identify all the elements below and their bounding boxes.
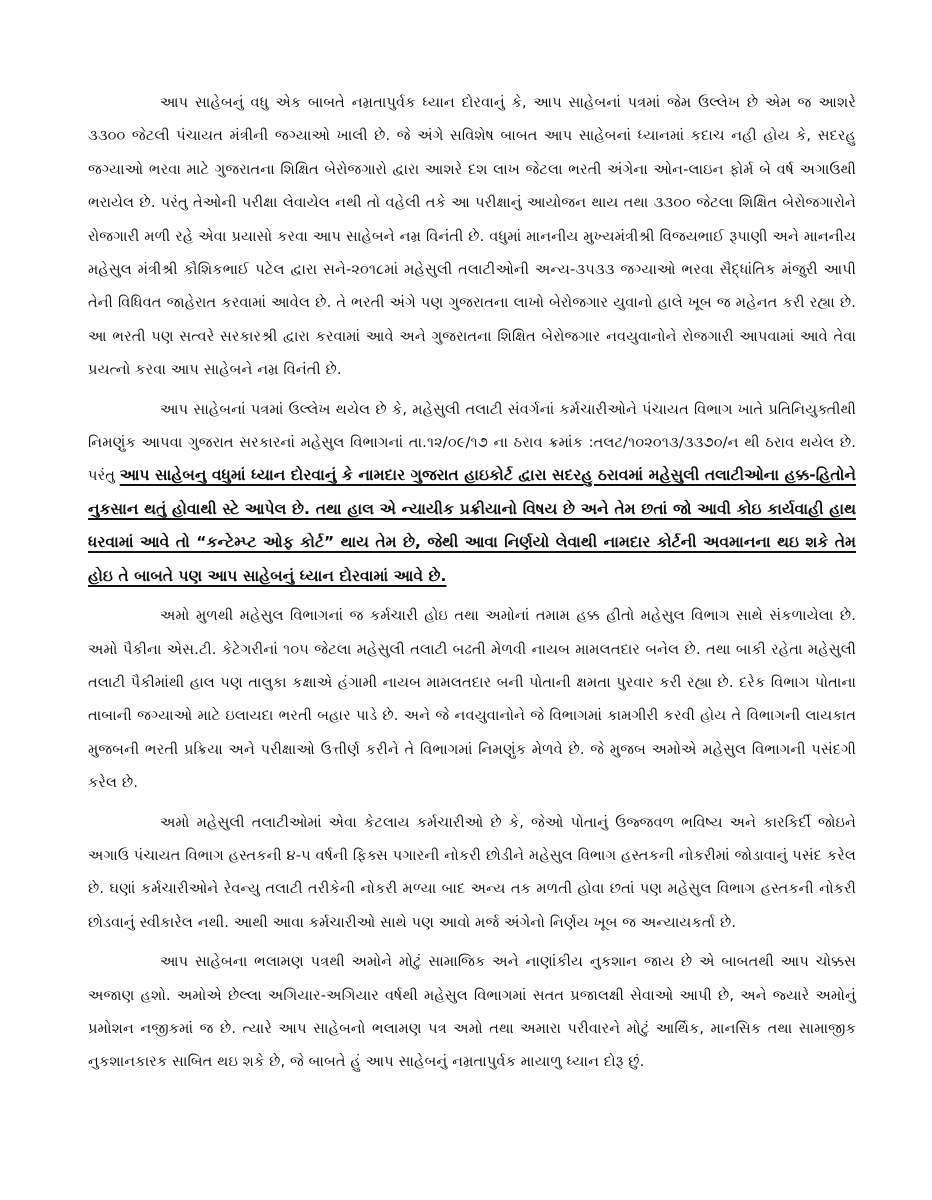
paragraph-loss-appeal: આપ સાહેબના ભલામણ પત્રથી અમોને મોટું સામાજિક અને નાણાંકીય નુકશાન જાય છે એ બાબતથી આપ ચોક્કસ અજાણ હશો. અમોએ છેલ્લા અગિયાર-અગિયાર વર્ષથી મહેસુલ વિભાગમાં સતત પ્રજાલક્ષી સેવાઓ આપી છે, અને જ્યારે અમોનું પ્રમોશન નજીકમાં જ છે. ત્યારે આપ સાહેબનો ભલામણ પત્ર અમો તથા અમારા પરીવારને મોટું આર્થિક, માનસિક તથા સામાજીક નુકશાનકારક સાબિત થઇ શકે છે, જે બાબતે હું આપ સાહેબનું નમ્રતાપુર્વક માયાળુ ધ્યાન દોરૂ છું. xyxy=(88,953,856,1071)
paragraph-employee-choice: અમો મહેસુલી તલાટીઓમાં એવા કેટલાય કર્મચારીઓ છે કે, જેઓ પોતાનું ઉજ્જવળ ભવિષ્ય અને કારકિર્દી જોઇને અગાઉ પંચાયત વિભાગ હસ્તકની ૪-૫ વર્ષની ફિક્સ પગારની નોકરી છોડીને મહેસુલ વિભાગ હસ્તકની નોકરીમાં જોડાવાનું પસંદ કરેલ છે. ઘણાં કર્મચારીઓને રેવન્યુ તલાટી તરીકેની નોકરી મળ્યા બાદ અન્ય તક મળતી હોવા છતાં પણ મહેસુલ વિભાગ હસ્તકની નોકરી છોડવાનું સ્વીકારેલ નથી. આથી આવા કર્મચારીઓ સાથે પણ આવો મર્જ અંગેનો નિર્ણય ખૂબ જ અન્યાયકર્તા છે. xyxy=(88,813,856,931)
emphasized-court-notice: આપ સાહેબનુ વધુમાં ધ્યાન દોરવાનું કે નામદાર ગુજરાત હાઇકોર્ટ દ્વારા સદરહુ ઠરાવમાં મહેસુલી તલાટીઓના હક્ક-હિતોને નુકસાન થતું હોવાથી સ્ટે આપેલ છે. તથા હાલ એ ન્યાયીક પ્રક્રીયાનો વિષય છે અને તેમ છતાં જો આવી કોઇ કાર્યવાહી હાથ ધરવામાં આવે તો “કન્ટેમ્પ્ટ ઓફ કોર્ટ” થાય તેમ છે, જેથી આવા નિર્ણયો લેવાથી નામદાર કોર્ટની અવમાનના થઇ શકે તેમ હોઇ તે બાબતે પણ આપ સાહેબનું ધ્યાન દોરવામાં આવે છે. xyxy=(88,466,856,585)
paragraph-vacancies: આપ સાહેબનું વધુ એક બાબતે નમ્રતાપુર્વક ધ્યાન દોરવાનું કે, આપ સાહેબનાં પત્રમાં જેમ ઉલ્લેખ છે એમ જ આશરે ૩૩૦૦ જેટલી પંચાયત મંત્રીની જગ્યાઓ ખાલી છે. જે અંગે સવિશેષ બાબત આપ સાહેબનાં ધ્યાનમાં કદાચ નહી હોય કે, સદરહુ જગ્યાઓ ભરવા માટે ગુજરાતના શિક્ષિત બેરોજગારો દ્વારા આશરે દશ લાખ જેટલા ભરતી અંગેના ઓન-લાઇન ફોર્મ બે વર્ષ અગાઉથી ભરાયેલ છે. પરંતુ તેઓની પરીક્ષા લેવાયેલ નથી તો વહેલી તકે આ પરીક્ષાનું આયોજન થાય તથા ૩૩૦૦ જેટલા શિક્ષિત બેરોજગારોને રોજગારી મળી રહે એવા પ્રયાસો કરવા આપ સાહેબને નમ્ર વિનંતી છે. વધુમાં માનનીય મુખ્યમંત્રીશ્રી વિજયભાઈ રૂપાણી અને માનનીય મહેસુલ મંત્રીશ્રી કૌશિકભાઈ પટેલ દ્વારા સને-૨૦૧૮માં મહેસુલી તલાટીઓની અન્ય-૩૫૩૩ જગ્યાઓ ભરવા સૈદ્ધાંતિક મંજુરી આપી તેની વિધિવત જાહેરાત કરવામાં આવેલ છે. તે ભરતી અંગે પણ ગુજરાતના લાખો બેરોજગાર યુવાનો હાલે ખૂબ જ મહેનત કરી રહ્યા છે. આ ભરતી પણ સત્વરે સરકારશ્રી દ્વારા કરવામાં આવે અને ગુજરાતના શિક્ષિત બેરોજગાર નવયુવાનોને રોજગારી આપવામાં આવે તેવા પ્રયત્નો કરવા આપ સાહેબને નમ્ર વિનંતી છે. xyxy=(88,94,856,379)
letter-page xyxy=(88,86,856,1085)
paragraph-court-stay xyxy=(88,393,856,593)
paragraph-court-stay-intro: આપ સાહેબનાં પત્રમાં ઉલ્લેખ થયેલ છે કે, મહેસુલી તલાટી સંવર્ગનાં કર્મચારીઓને પંચાયત વિભાગ ખાતે પ્રતિનિયુક્તીથી નિમણુંક આપવા ગુજરાત સરકારનાં મહેસુલ વિભાગનાં તા.૧૨/૦૯/૧૭ ના ઠરાવ ક્રમાંક :તલટ/૧૦૨૦૧૩/૩૩૭૦/ન થી ઠરાવ થયેલ છે. પરંતુ xyxy=(88,400,856,485)
paragraph-revenue-department: અમો મુળથી મહેસુલ વિભાગનાં જ કર્મચારી હોઇ તથા અમોનાં તમામ હક્ક હીતો મહેસુલ વિભાગ સાથે સંકળાયેલા છે. અમો પૈકીના એસ.ટી. કેટેગરીનાં ૧૦૫ જેટલા મહેસુલી તલાટી બઢતી મેળવી નાયબ મામલતદાર બનેલ છે. તથા બાકી રહેતા મહેસુલી તલાટી પૈકીમાંથી હાલ પણ તાલુકા કક્ષાએ હંગામી નાયબ મામલતદાર બની પોતાની ક્ષમતા પુરવાર કરી રહ્યા છે. દરેક વિભાગ પોતાના તાબાની જગ્યાઓ માટે ઇલાયદા ભરતી બહાર પાડે છે. અને જે નવયુવાનોને જે વિભાગમાં કામગીરી કરવી હોય તે વિભાગની લાયકાત મુજબની ભરતી પ્રક્રિયા અને પરીક્ષાઓ ઉત્તીર્ણ કરીને તે વિભાગમાં નિમણુંક મેળવે છે. જે મુજબ અમોએ મહેસુલ વિભાગની પસંદગી કરેલ છે. xyxy=(88,607,856,792)
